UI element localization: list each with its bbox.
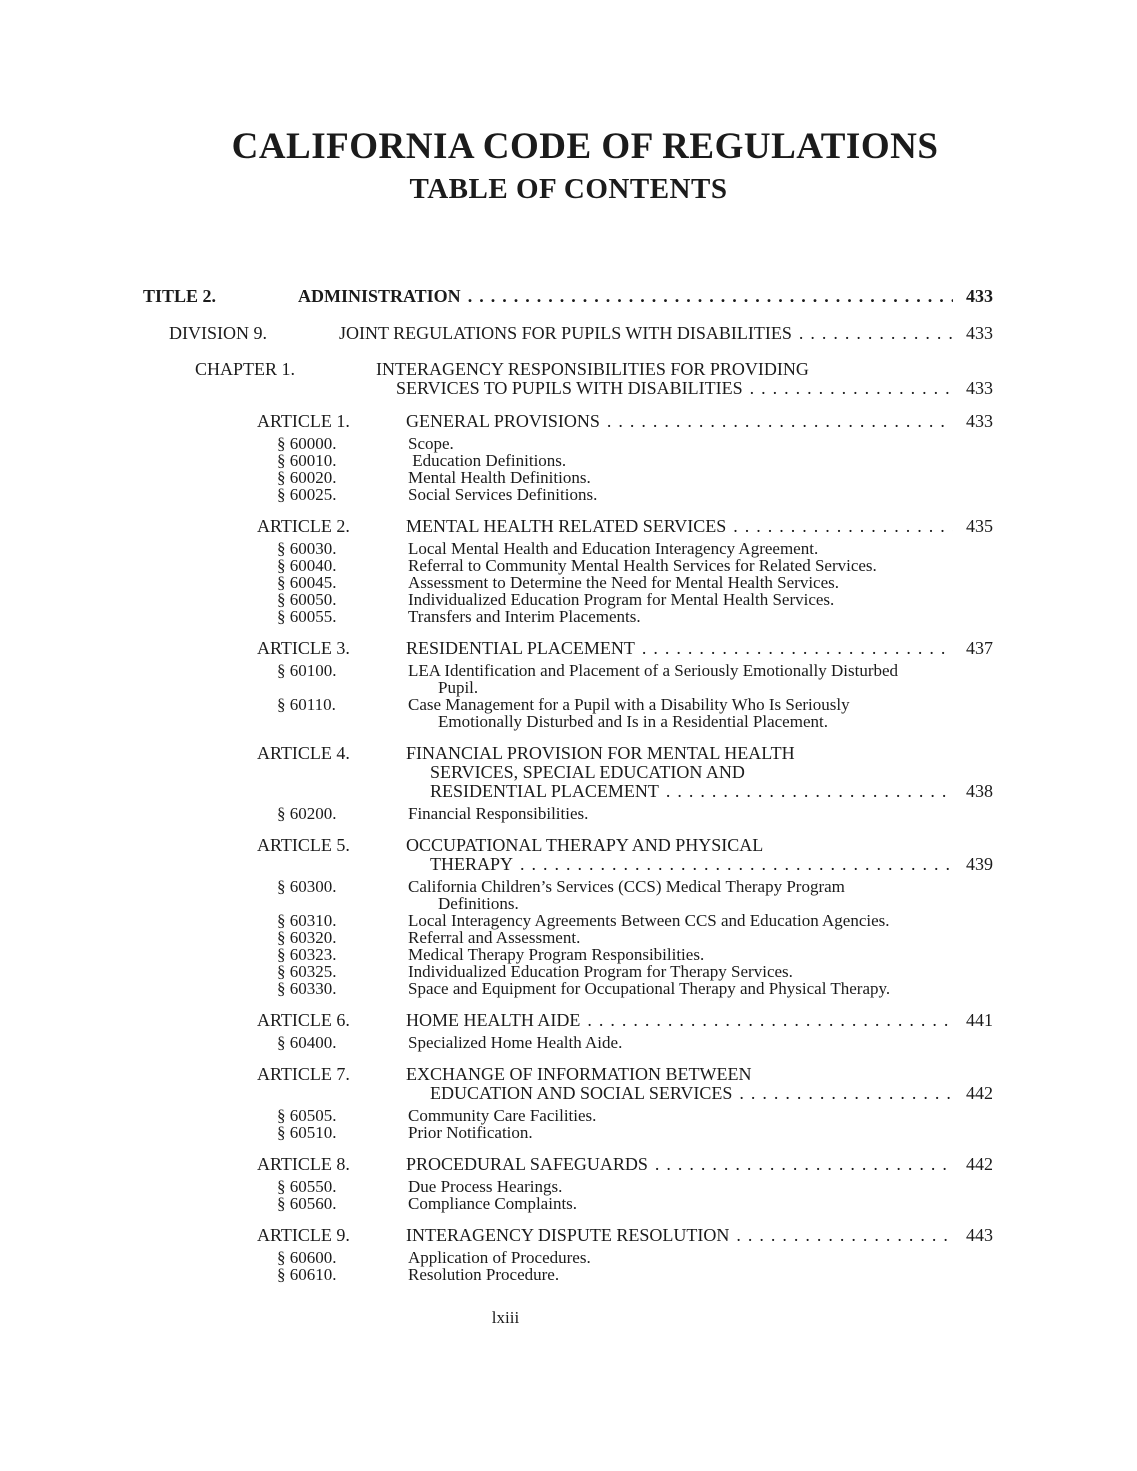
section-row (0, 1266, 993, 1283)
entry-title-line (406, 1226, 993, 1245)
entry-title-line (406, 1011, 993, 1030)
entry-title-line (406, 763, 993, 782)
section-row (0, 1034, 993, 1051)
entry-title-text: HOME HEALTH AIDE (406, 1010, 581, 1030)
section-number: § 60030. (277, 539, 337, 558)
entry-title-text: RESIDENTIAL PLACEMENT (430, 781, 659, 801)
toc-entry (0, 360, 993, 398)
entry-title-line (298, 287, 993, 306)
toc (0, 287, 993, 1283)
section-title-line: Financial Responsibilities. (408, 804, 589, 823)
toc-entry (0, 639, 993, 730)
page-number: 442 (966, 1154, 993, 1174)
section-body (408, 805, 993, 822)
section-body (408, 946, 993, 963)
section-body (408, 608, 993, 625)
entry-title-line (406, 1084, 993, 1103)
entry-title-line (406, 412, 993, 431)
section-number: § 60300. (277, 877, 337, 896)
section-row (0, 608, 993, 625)
section-number: § 60330. (277, 979, 337, 998)
section-number: § 60320. (277, 928, 337, 947)
section-number: § 60325. (277, 962, 337, 981)
entry-label: CHAPTER 1. (195, 359, 296, 379)
entry-title-text: FINANCIAL PROVISION FOR MENTAL HEALTH (406, 743, 795, 763)
section-title-line: Scope. (408, 434, 454, 453)
toc-entry (0, 1065, 993, 1141)
entry-label: ARTICLE 8. (257, 1154, 350, 1174)
entry-title-text: MENTAL HEALTH RELATED SERVICES (406, 516, 727, 536)
section-title-line: Emotionally Disturbed and Is in a Residential Placement. (438, 712, 828, 731)
section-title-line: Resolution Procedure. (408, 1265, 560, 1284)
entry-label: ARTICLE 4. (257, 743, 350, 763)
page-number: 443 (966, 1225, 993, 1245)
section-body (408, 1034, 993, 1051)
section-number: § 60045. (277, 573, 337, 592)
entry-title-line (406, 836, 993, 855)
entry-title-text: ADMINISTRATION (298, 286, 461, 306)
entry-body (298, 287, 993, 306)
section-number: § 60200. (277, 804, 337, 823)
section-body (408, 574, 993, 591)
section-title-line: Assessment to Determine the Need for Mental Health Services. (408, 573, 840, 592)
page-number: 441 (966, 1010, 993, 1030)
entry-body (406, 517, 993, 536)
entry-title-text: INTERAGENCY RESPONSIBILITIES FOR PROVIDING (376, 359, 809, 379)
section-number: § 60010. (277, 451, 337, 470)
entry-title-line (376, 379, 993, 398)
page-number: 438 (966, 781, 993, 801)
section-row (0, 557, 993, 574)
section-row (0, 591, 993, 608)
sections-group (0, 878, 993, 997)
section-body (408, 540, 993, 557)
section-title-line: Individualized Education Program for Therapy Services. (408, 962, 793, 981)
toc-entry (0, 1226, 993, 1283)
section-body (408, 452, 993, 469)
section-body (408, 435, 993, 452)
entry-title-line (376, 360, 993, 379)
entry-body (406, 639, 993, 658)
section-body (408, 1124, 993, 1141)
page-number: 433 (966, 411, 993, 431)
toc-entry (0, 517, 993, 625)
entry-body (376, 360, 993, 398)
section-title-line: Referral and Assessment. (408, 928, 581, 947)
sections-group (0, 1034, 993, 1051)
section-number: § 60025. (277, 485, 337, 504)
section-title-line: Community Care Facilities. (408, 1106, 597, 1125)
section-title-line: Pupil. (438, 678, 479, 697)
sections-group (0, 540, 993, 625)
toc-entry (0, 324, 993, 343)
entry-title-line (406, 855, 993, 874)
entry-body (406, 1065, 993, 1103)
section-number: § 60400. (277, 1033, 337, 1052)
entry-title-text: JOINT REGULATIONS FOR PUPILS WITH DISABILITIES (339, 323, 792, 343)
entry-label: DIVISION 9. (169, 323, 267, 343)
sections-group (0, 1249, 993, 1283)
dot-leader (799, 324, 953, 343)
section-row (0, 1124, 993, 1141)
section-body (408, 878, 993, 912)
entry-title-line (406, 639, 993, 658)
section-title-line: Case Management for a Pupil with a Disability Who Is Seriously (408, 695, 850, 714)
entry-title-line (339, 324, 993, 343)
dot-leader (739, 1084, 953, 1103)
section-title-line: Prior Notification. (408, 1123, 533, 1142)
dot-leader (655, 1155, 953, 1174)
dot-leader (750, 379, 953, 398)
section-number: § 60110. (277, 695, 336, 714)
section-row (0, 1107, 993, 1124)
section-row (0, 929, 993, 946)
entry-title-text: EXCHANGE OF INFORMATION BETWEEN (406, 1064, 752, 1084)
section-row (0, 946, 993, 963)
dot-leader (607, 412, 953, 431)
section-title-line: Medical Therapy Program Responsibilities. (408, 945, 705, 964)
section-number: § 60000. (277, 434, 337, 453)
section-body (408, 591, 993, 608)
dot-leader (666, 782, 953, 801)
page-number: 442 (966, 1083, 993, 1103)
section-row (0, 486, 993, 503)
section-row (0, 1178, 993, 1195)
section-title-line: Referral to Community Mental Health Services for Related Services. (408, 556, 877, 575)
dot-leader (468, 287, 953, 306)
page-number: 433 (966, 323, 993, 343)
sections-group (0, 1178, 993, 1212)
toc-entry (0, 287, 993, 306)
entry-label: ARTICLE 6. (257, 1010, 350, 1030)
section-title-line: Social Services Definitions. (408, 485, 598, 504)
section-number: § 60100. (277, 661, 337, 680)
section-number: § 60050. (277, 590, 337, 609)
section-title-line: California Children’s Services (CCS) Medical Therapy Program (408, 877, 845, 896)
entry-label: ARTICLE 1. (257, 411, 350, 431)
section-row (0, 469, 993, 486)
toc-entry (0, 412, 993, 503)
section-title-line: Education Definitions. (408, 451, 567, 470)
section-title-line: Due Process Hearings. (408, 1177, 563, 1196)
section-row (0, 662, 993, 696)
entry-title-text: PROCEDURAL SAFEGUARDS (406, 1154, 648, 1174)
entry-label: ARTICLE 9. (257, 1225, 350, 1245)
section-title-line: Space and Equipment for Occupational Therapy and Physical Therapy. (408, 979, 891, 998)
entry-label: ARTICLE 2. (257, 516, 350, 536)
section-row (0, 805, 993, 822)
section-number: § 60600. (277, 1248, 337, 1267)
entry-title-text: THERAPY (430, 854, 514, 874)
section-number: § 60040. (277, 556, 337, 575)
section-number: § 60055. (277, 607, 337, 626)
section-row (0, 696, 993, 730)
section-body (408, 696, 993, 730)
dot-leader (736, 1226, 953, 1245)
entry-body (339, 324, 993, 343)
dot-leader (520, 855, 953, 874)
dot-leader (587, 1011, 953, 1030)
entry-title-text: SERVICES TO PUPILS WITH DISABILITIES (396, 378, 743, 398)
entry-title-text: GENERAL PROVISIONS (406, 411, 600, 431)
toc-entry (0, 744, 993, 822)
page-number: 433 (966, 286, 993, 306)
section-body (408, 912, 993, 929)
entry-label: ARTICLE 3. (257, 638, 350, 658)
entry-title-line (406, 782, 993, 801)
entry-title-line (406, 517, 993, 536)
entry-body (406, 1155, 993, 1174)
section-number: § 60310. (277, 911, 337, 930)
page-number: 433 (966, 378, 993, 398)
dot-leader (733, 517, 953, 536)
section-number: § 60560. (277, 1194, 337, 1213)
page-number: 435 (966, 516, 993, 536)
entry-label: ARTICLE 5. (257, 835, 350, 855)
toc-entry (0, 836, 993, 997)
section-row (0, 574, 993, 591)
section-title-line: Individualized Education Program for Mental Health Services. (408, 590, 835, 609)
entry-label: ARTICLE 7. (257, 1064, 350, 1084)
section-title-line: Transfers and Interim Placements. (408, 607, 641, 626)
section-body (408, 557, 993, 574)
sections-group (0, 805, 993, 822)
section-row (0, 452, 993, 469)
footer-page-number: lxiii (491, 1308, 520, 1327)
entry-title-text: OCCUPATIONAL THERAPY AND PHYSICAL (406, 835, 764, 855)
entry-title-text: EDUCATION AND SOCIAL SERVICES (430, 1083, 733, 1103)
entry-title-line (406, 1065, 993, 1084)
entry-title-text: INTERAGENCY DISPUTE RESOLUTION (406, 1225, 730, 1245)
section-title-line: LEA Identification and Placement of a Seriously Emotionally Disturbed (408, 661, 899, 680)
section-title-line: Specialized Home Health Aide. (408, 1033, 623, 1052)
entry-body (406, 836, 993, 874)
section-row (0, 540, 993, 557)
section-body (408, 963, 993, 980)
section-row (0, 1249, 993, 1266)
entry-title-text: SERVICES, SPECIAL EDUCATION AND (430, 762, 745, 782)
section-body (408, 1107, 993, 1124)
section-body (408, 662, 993, 696)
section-row (0, 878, 993, 912)
section-title-line: Local Mental Health and Education Interagency Agreement. (408, 539, 819, 558)
section-title-line: Application of Procedures. (408, 1248, 591, 1267)
dot-leader (642, 639, 953, 658)
section-title-line: Compliance Complaints. (408, 1194, 578, 1213)
entry-title-line (406, 1155, 993, 1174)
section-body (408, 469, 993, 486)
section-row (0, 963, 993, 980)
entry-body (406, 744, 993, 801)
section-title-line: Definitions. (438, 894, 519, 913)
section-title-line: Local Interagency Agreements Between CCS and Education Agencies. (408, 911, 890, 930)
page-title: CALIFORNIA CODE OF REGULATIONS (231, 126, 939, 167)
sections-group (0, 1107, 993, 1141)
toc-entry (0, 1011, 993, 1051)
section-row (0, 1195, 993, 1212)
page-subtitle: TABLE OF CONTENTS (409, 173, 728, 205)
section-title-line: Mental Health Definitions. (408, 468, 591, 487)
section-number: § 60323. (277, 945, 337, 964)
document-headings (0, 0, 1137, 206)
toc-entry (0, 1155, 993, 1212)
section-number: § 60505. (277, 1106, 337, 1125)
page-number: 437 (966, 638, 993, 658)
entry-body (406, 1226, 993, 1245)
section-body (408, 929, 993, 946)
section-body (408, 1249, 993, 1266)
section-row (0, 980, 993, 997)
section-number: § 60550. (277, 1177, 337, 1196)
entry-label: TITLE 2. (143, 286, 217, 306)
section-body (408, 1178, 993, 1195)
section-number: § 60020. (277, 468, 337, 487)
section-number: § 60510. (277, 1123, 337, 1142)
entry-body (406, 1011, 993, 1030)
entry-title-line (406, 744, 993, 763)
section-body (408, 980, 993, 997)
section-body (408, 1195, 993, 1212)
section-body (408, 486, 993, 503)
page-number: 439 (966, 854, 993, 874)
section-number: § 60610. (277, 1265, 337, 1284)
section-row (0, 912, 993, 929)
entry-title-text: RESIDENTIAL PLACEMENT (406, 638, 635, 658)
sections-group (0, 435, 993, 503)
section-body (408, 1266, 993, 1283)
sections-group (0, 662, 993, 730)
entry-body (406, 412, 993, 431)
section-row (0, 435, 993, 452)
